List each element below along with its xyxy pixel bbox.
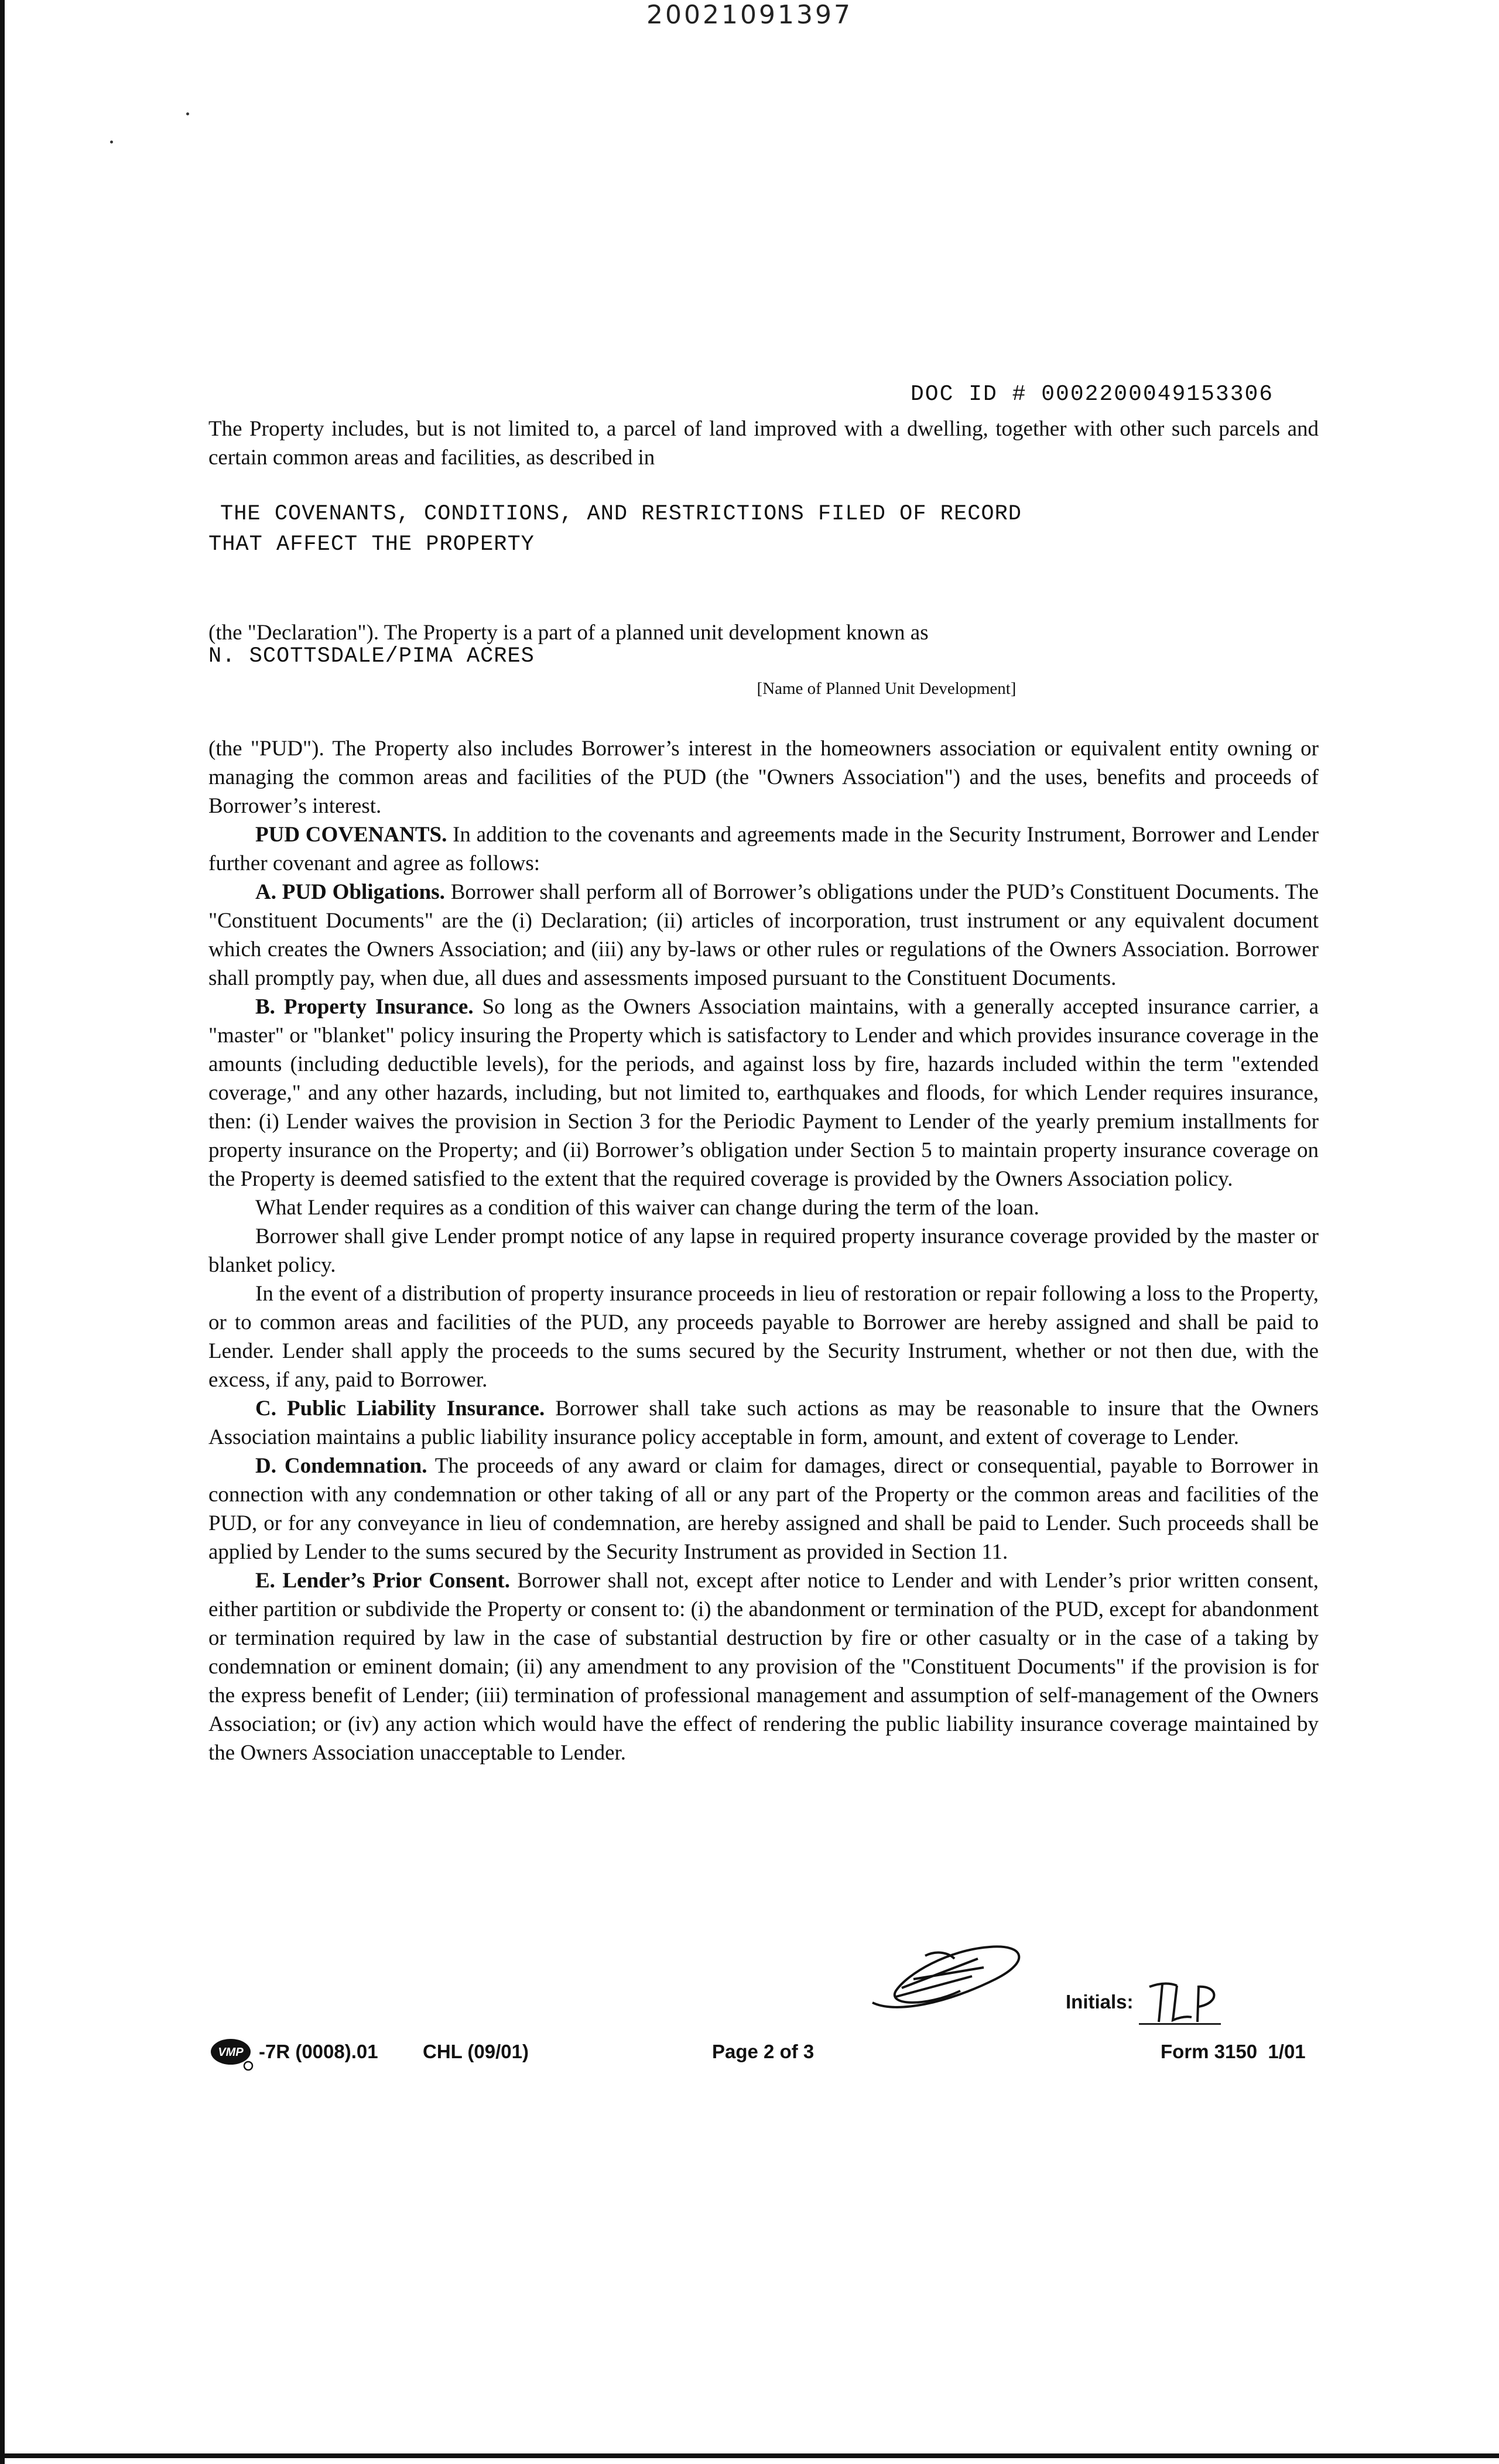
covenants-body: [208, 734, 1319, 1767]
section-a-heading: A. PUD Obligations.: [255, 880, 445, 904]
section-e: [208, 1566, 1319, 1767]
section-a-text: Borrower shall perform all of Borrower’s obligations under the PUD’s Constituent Documents. The "Constituent Documents" are the (i) Declaration; (ii) articles of incorporation, trust instrument or any equivalent document which creates the Owners Association; and (iii) any by-laws or other rules or regulations of the Owners Association. Borrower shall promptly pay, when due, all dues and assessments imposed pursuant to the Constituent Documents.: [208, 880, 1319, 990]
svg-text:VMP: VMP: [218, 2046, 244, 2059]
section-c: [208, 1394, 1319, 1452]
scan-speck: [186, 112, 189, 115]
section-b-para-2: What Lender requires as a condition of this waiver can change during the term of the loan.: [255, 1196, 1039, 1220]
pud-covenants-text: In addition to the covenants and agreements made in the Security Instrument, Borrower and Lender further covenant and agree as follows:: [208, 823, 1319, 875]
pud-name: N. SCOTTSDALE/PIMA ACRES: [208, 644, 535, 669]
vmp-logo: [210, 2037, 256, 2072]
doc-id-value: 0002200049153306: [1041, 382, 1274, 407]
section-b-para-4: In the event of a distribution of property insurance proceeds in lieu of restoration or repair following a loss to the Property, or to common areas and facilities of the PUD, any proceeds payable to Borrower are hereby assigned and shall be paid to Lender. Lender shall apply the proceeds to the sums secured by the Security Instrument, whether or not then due, with the excess, if any, paid to Borrower.: [208, 1282, 1319, 1392]
scan-border-left: [0, 0, 5, 2464]
pud-caption-wrap: [208, 679, 1319, 699]
pud-caption: [Name of Planned Unit Development]: [757, 679, 1017, 698]
pud-covenants-heading: PUD COVENANTS.: [255, 823, 447, 847]
declaration-text: (the "Declaration"). The Property is a part of a planned unit development known as: [208, 621, 929, 645]
section-a: [208, 878, 1319, 993]
pud-text: (the "PUD"). The Property also includes Borrower’s interest in the homeowners association or equivalent entity owning or managing the common areas and facilities of the PUD (the "Owners Association") and the uses, benefits and proceeds of Borrower’s interest.: [208, 737, 1319, 818]
section-b: [208, 993, 1319, 1193]
declaration-line-2: THAT AFFECT THE PROPERTY: [208, 532, 535, 557]
footer-form-code: -7R (0008).01: [259, 2041, 378, 2062]
scan-speck: [110, 141, 113, 143]
section-e-text: Borrower shall not, except after notice to Lender and with Lender’s prior written consent, either partition or subdivide the Property or consent to: (i) the abandonment or termination of the PUD, except for abandonment or termination required by law in the case of substantial destruction by fire or other casualty or in the case of a taking by condemnation or eminent domain; (ii) any amendment to any provision of the "Constituent Documents" if the provision is for the express benefit of Lender; (iii) termination of professional management and assumption of self-management of the Owners Association; or (iv) any action which would have the effect of rendering the public liability insurance coverage maintained by the Owners Association unacceptable to Lender.: [208, 1569, 1319, 1765]
section-c-text: Borrower shall take such actions as may be reasonable to insure that the Owners Association maintains a public liability insurance policy acceptable in form, amount, and extent of coverage to Lender.: [208, 1397, 1319, 1449]
property-text: The Property includes, but is not limited to, a parcel of land improved with a dwelling, together with other such parcels and certain common areas and facilities, as described in: [208, 417, 1319, 470]
section-d: [208, 1452, 1319, 1566]
declaration-paragraph: [208, 618, 1319, 647]
section-b-para-3: Borrower shall give Lender prompt notice of any lapse in required property insurance coverage provided by the master or blanket policy.: [208, 1224, 1319, 1277]
declaration-line-1: THE COVENANTS, CONDITIONS, AND RESTRICTIONS FILED OF RECORD: [220, 502, 1022, 526]
footer-form-number: Form 3150 1/01: [1161, 2041, 1306, 2062]
footer-page-number: Page 2 of 3: [712, 2041, 814, 2062]
section-d-text: The proceeds of any award or claim for damages, direct or consequential, payable to Borrower in connection with any condemnation or other taking of all or any part of the Property or the common areas and facilities of the PUD, or for any conveyance in lieu of condemnation, are hereby assigned and shall be paid to Lender. Such proceeds shall be applied by Lender to the sums secured by the Security Instrument as provided in Section 11.: [208, 1454, 1319, 1564]
doc-id: [911, 382, 1274, 407]
section-b-text: So long as the Owners Association maintains, with a generally accepted insurance carrier, a "master" or "blanket" policy insuring the Property which is satisfactory to Lender and which provides insurance coverage in the amounts (including deductible levels), for the periods, and against loss by fire, hazards included within the term "extended coverage," and any other hazards, including, but not limited to, earthquakes and floods, for which Lender requires insurance, then: (i) Lender waives the provision in Section 3 for the Periodic Payment to Lender of the yearly premium installments for property insurance on the Property; and (ii) Borrower’s obligation under Section 5 to maintain property insurance coverage on the Property is deemed satisfied to the extent that the required coverage is provided by the Owners Association policy.: [208, 995, 1319, 1191]
initials-line: [1139, 2023, 1221, 2025]
section-b-heading: B. Property Insurance.: [255, 995, 474, 1019]
borrower-signature: [861, 1932, 1036, 2020]
initials-label: Initials:: [1066, 1991, 1134, 2013]
property-paragraph: [208, 415, 1319, 472]
scan-border-bottom: [0, 2453, 1499, 2458]
handwritten-initials: [1145, 1976, 1227, 2026]
doc-id-label: DOC ID #: [911, 382, 1027, 407]
section-d-heading: D. Condemnation.: [255, 1454, 427, 1478]
pud-covenants-paragraph: [208, 820, 1319, 878]
footer-chl: CHL (09/01): [423, 2041, 529, 2062]
recording-number: 20021091397: [646, 0, 853, 30]
section-c-heading: C. Public Liability Insurance.: [255, 1397, 545, 1421]
section-e-heading: E. Lender’s Prior Consent.: [255, 1569, 510, 1593]
